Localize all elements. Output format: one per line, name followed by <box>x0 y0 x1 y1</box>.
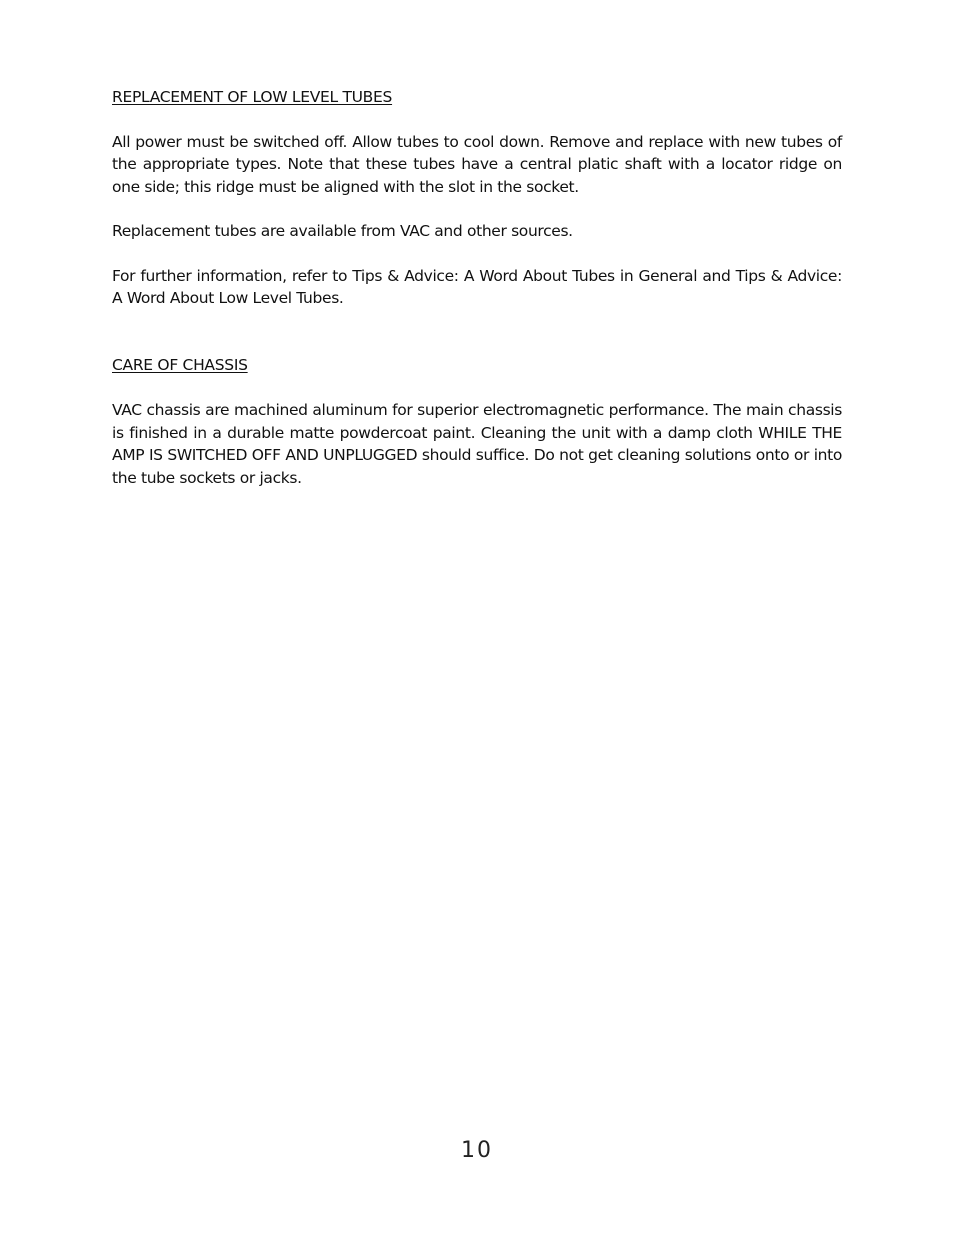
section-heading: CARE OF CHASSIS <box>112 356 248 375</box>
paragraph: All power must be switched off. Allow tubes to cool down. Remove and replace with new tubes of the appropriate types. Note that these tubes have a central platic shaft with a locator ridge on one side; this ridge must be aligned with the slot in the socket. <box>112 133 842 196</box>
section-replacement-of-low-level-tubes <box>112 86 842 309</box>
section-heading: REPLACEMENT OF LOW LEVEL TUBES <box>112 88 393 106</box>
page-number: 10 <box>461 1138 493 1163</box>
paragraph: For further information, refer to Tips & Advice: A Word About Tubes in General and Tips & Advice: A Word About Low Level Tubes. <box>112 266 842 308</box>
paragraph: VAC chassis are machined aluminum for superior electromagnetic performance. The main chassis is finished in a durable matte powdercoat paint. Cleaning the unit with a damp cloth WHILE THE AMP IS SWITCHED OFF AND UNPLUGGED should suffice. Do not get cleaning solutions onto or into the tube sockets or jacks. <box>112 401 842 487</box>
page-content <box>112 86 842 489</box>
paragraph: Replacement tubes are available from VAC and other sources. <box>112 222 573 241</box>
section-care-of-chassis <box>112 354 842 489</box>
